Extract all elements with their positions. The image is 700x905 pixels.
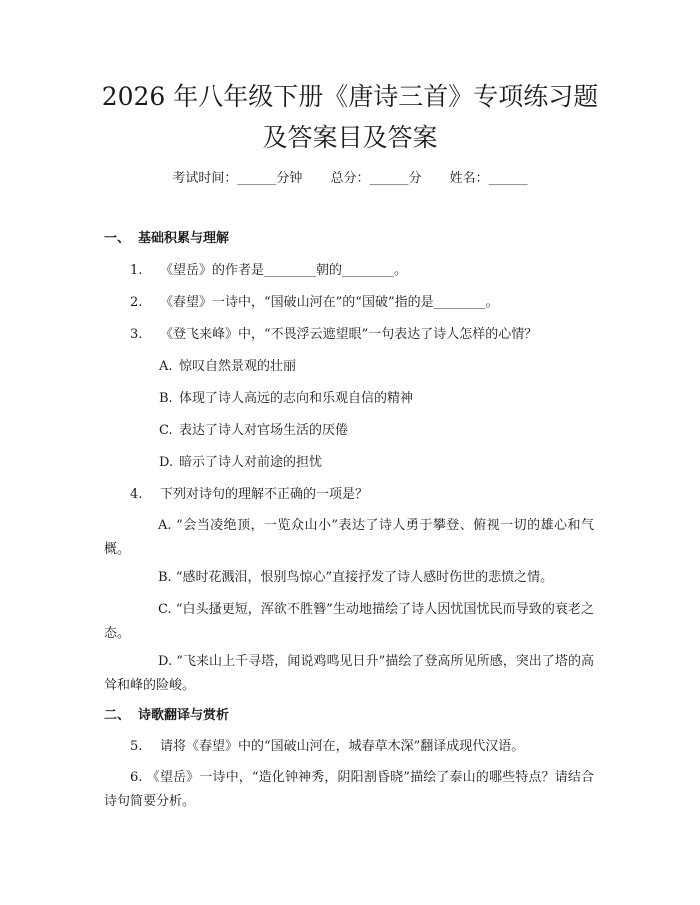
option-text: 惊叹自然景观的壮丽 xyxy=(179,359,297,374)
section-title: 诗歌翻译与赏析 xyxy=(138,708,230,723)
title-line-1: 2026 年八年级下册《唐诗三首》专项练习题 xyxy=(101,82,599,111)
question-text: 《登飞来峰》中，“不畏浮云遮望眼”一句表达了诗人怎样的心情？ xyxy=(160,327,538,342)
question-number: 2. xyxy=(130,295,143,310)
option-letter: C. xyxy=(159,423,173,438)
exam-score: 总分：______分 xyxy=(330,171,422,186)
question-number: 3. xyxy=(130,327,143,342)
question-text: 《春望》一诗中，“国破山河在”的“国破”指的是________。 xyxy=(160,295,499,310)
option-4c: C. “白头搔更短，浑欲不胜簪”生动地描绘了诗人因忧国忧民而导致的衰老之态。 xyxy=(104,602,594,641)
option-3b xyxy=(159,389,413,409)
question-6: 6. 《望岳》一诗中，“造化钟神秀，阴阳割昏晓”描绘了泰山的哪些特点？请结合诗句简要分析。 xyxy=(104,770,594,809)
section-number: 一、 xyxy=(104,231,131,246)
question-5 xyxy=(130,737,524,757)
option-letter: D. xyxy=(159,455,174,470)
document-title xyxy=(60,76,640,158)
option-text: 表达了诗人对官场生活的厌倦 xyxy=(179,423,349,438)
option-4a: A. “会当凌绝顶，一览众山小”表达了诗人勇于攀登、俯视一切的雄心和气概。 xyxy=(104,518,594,557)
question-text: 《望岳》的作者是________朝的________。 xyxy=(160,263,408,278)
question-1 xyxy=(130,261,407,281)
option-3c xyxy=(159,421,348,441)
question-2 xyxy=(130,293,499,313)
exam-time: 考试时间：______分钟 xyxy=(172,171,303,186)
exam-meta xyxy=(0,170,700,188)
question-number: 5. xyxy=(130,739,143,754)
question-number: 1. xyxy=(130,263,143,278)
exam-name: 姓名：______ xyxy=(449,171,528,186)
option-text: 暗示了诗人对前途的担忧 xyxy=(179,455,323,470)
option-letter: A. xyxy=(159,359,173,374)
question-text: 请将《春望》中的“国破山河在，城春草木深”翻译成现代汉语。 xyxy=(160,739,525,754)
option-4b: B. “感时花溅泪，恨别鸟惊心”直接抒发了诗人感时伤世的悲愤之情。 xyxy=(158,570,554,585)
question-text: 下列对诗句的理解不正确的一项是？ xyxy=(160,487,369,502)
question-number: 4. xyxy=(130,487,143,502)
option-3d xyxy=(159,453,322,473)
title-line-2: 及答案目及答案 xyxy=(262,123,438,152)
option-letter: B. xyxy=(159,391,173,406)
option-3a xyxy=(159,357,296,377)
section-heading-1 xyxy=(104,230,229,248)
section-number: 二、 xyxy=(104,708,131,723)
question-4 xyxy=(130,485,368,505)
section-title: 基础积累与理解 xyxy=(138,231,230,246)
option-text: 体现了诗人高远的志向和乐观自信的精神 xyxy=(179,391,414,406)
option-4d: D. “飞来山上千寻塔，闻说鸡鸣见日升”描绘了登高所见所感，突出了塔的高耸和峰的险峻。 xyxy=(104,654,594,693)
question-3 xyxy=(130,325,537,345)
section-heading-2 xyxy=(104,707,229,725)
